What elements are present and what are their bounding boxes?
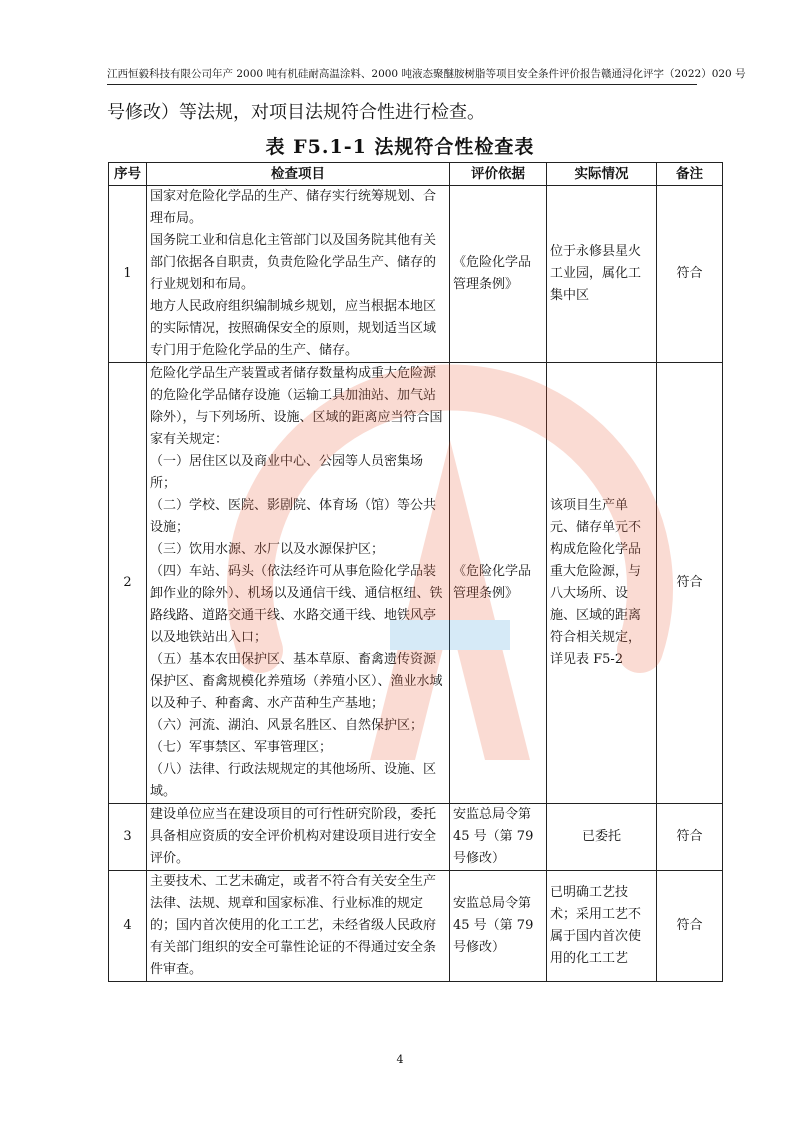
- intro-paragraph: 号修改）等法规，对项目法规符合性进行检查。: [107, 102, 485, 123]
- item-line: 地方人民政府组织编制城乡规划，应当根据本地区的实际情况，按照确保安全的原则，规划适当区域专门用于危险化学品的生产、储存。: [150, 299, 437, 358]
- item-line: （四）车站、码头（依法经许可从事危险化学品装卸作业的除外）、机场以及通信干线、通信枢纽、铁路线路、道路交通干线、水路交通干线、地铁风亭以及地铁站出入口；: [150, 564, 443, 645]
- page-number: 4: [396, 1053, 404, 1066]
- row-actual: 已委托: [547, 804, 657, 871]
- row-no: 3: [109, 804, 147, 871]
- table-row: [109, 871, 723, 982]
- col-header-no: 序号: [109, 163, 147, 186]
- item-line: （一）居住区以及商业中心、公园等人员密集场所；: [150, 454, 424, 491]
- row-actual: 该项目生产单元、储存单元不构成危险化学品重大危险源，与八大场所、设施、区域的距离符合相关规定，详见表 F5-2: [547, 363, 657, 804]
- col-header-actual: 实际情况: [547, 163, 657, 186]
- row-items: [147, 363, 450, 804]
- table-title: 表 F5.1-1 法规符合性检查表: [265, 136, 535, 158]
- row-remark: 符合: [657, 871, 723, 982]
- item-line: （五）基本农田保护区、基本草原、畜禽遗传资源保护区、畜禽规模化养殖场（养殖小区）、渔业水域以及种子、种畜禽、水产苗种生产基地；: [150, 652, 443, 711]
- row-remark: 符合: [657, 186, 723, 363]
- header-report-title: 江西恒毅科技有限公司年产 2000 吨有机硅耐高温涂料、2000 吨液态聚醚胺树脂等项目安全条件评价报告: [107, 68, 601, 80]
- page-header: [107, 66, 746, 85]
- item-line: （三）饮用水源、水厂以及水源保护区；: [150, 542, 385, 557]
- header-report-number: 赣通浔化评字（2022）020 号: [600, 68, 746, 80]
- row-items: [147, 186, 450, 363]
- col-header-basis: 评价依据: [450, 163, 547, 186]
- table-row: [109, 186, 723, 363]
- row-basis: 安监总局令第 45 号（第 79 号修改）: [450, 804, 547, 871]
- row-remark: 符合: [657, 804, 723, 871]
- item-line: 主要技术、工艺未确定，或者不符合有关安全生产法律、法规、规章和国家标准、行业标准的规定的；国内首次使用的化工工艺，未经省级人民政府有关部门组织的安全可靠性论证的不得通过安全条件审查。: [150, 874, 437, 977]
- item-line: 危险化学品生产装置或者储存数量构成重大危险源的危险化学品储存设施（运输工具加油站、加气站除外），与下列场所、设施、区域的距离应当符合国家有关规定：: [150, 366, 443, 447]
- row-basis: 安监总局令第 45 号（第 79 号修改）: [450, 871, 547, 982]
- col-header-remark: 备注: [657, 163, 723, 186]
- table-row: [109, 804, 723, 871]
- row-no: 4: [109, 871, 147, 982]
- row-actual: 已明确工艺技术；采用工艺不属于国内首次使用的化工工艺: [547, 871, 657, 982]
- compliance-table: [108, 162, 723, 982]
- table-row: [109, 363, 723, 804]
- item-line: （八）法律、行政法规规定的其他场所、设施、区域。: [150, 762, 437, 799]
- row-no: 1: [109, 186, 147, 363]
- item-line: （六）河流、湖泊、风景名胜区、自然保护区；: [150, 718, 424, 733]
- row-basis: 《危险化学品管理条例》: [450, 363, 547, 804]
- item-line: 建设单位应当在建设项目的可行性研究阶段，委托具备相应资质的安全评价机构对建设项目进行安全评价。: [150, 807, 437, 866]
- row-remark: 符合: [657, 363, 723, 804]
- row-actual: 位于永修县星火工业园，属化工集中区: [547, 186, 657, 363]
- item-line: （七）军事禁区、军事管理区；: [150, 740, 333, 755]
- row-no: 2: [109, 363, 147, 804]
- item-line: 国务院工业和信息化主管部门以及国务院其他有关部门依据各自职责，负责危险化学品生产、储存的行业规划和布局。: [150, 233, 437, 292]
- row-basis: 《危险化学品管理条例》: [450, 186, 547, 363]
- col-header-item: 检查项目: [147, 163, 450, 186]
- row-items: [147, 871, 450, 982]
- item-line: （二）学校、医院、影剧院、体育场（馆）等公共设施；: [150, 498, 437, 535]
- table-header-row: [109, 163, 723, 186]
- item-line: 国家对危险化学品的生产、储存实行统筹规划、合理布局。: [150, 189, 437, 226]
- row-items: [147, 804, 450, 871]
